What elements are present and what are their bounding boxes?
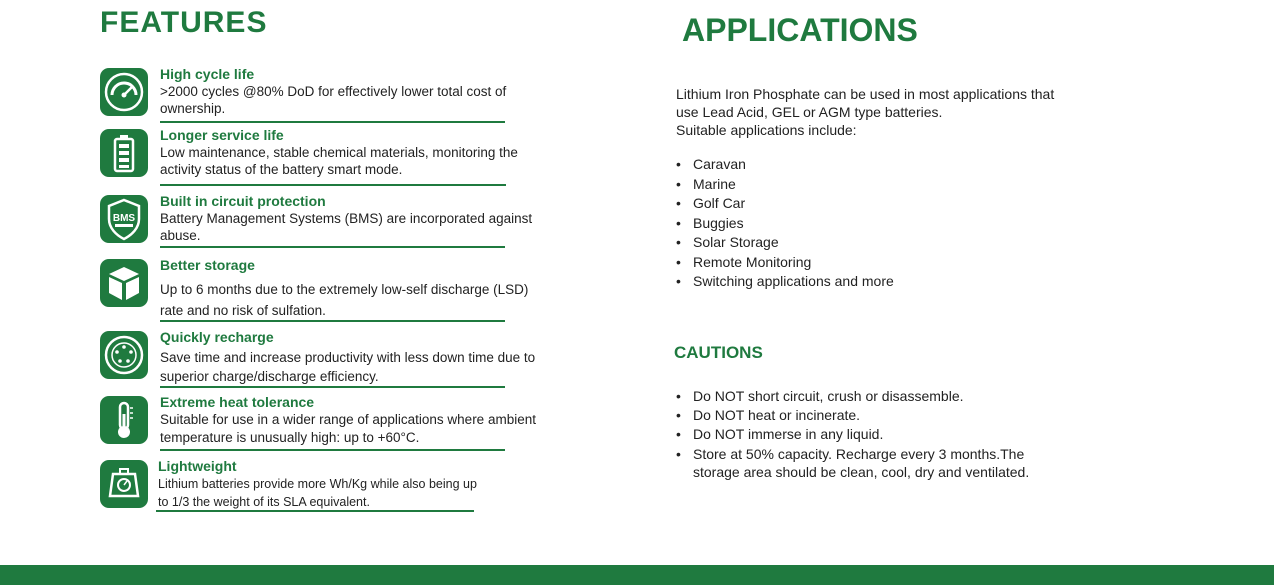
svg-text:BMS: BMS — [112, 213, 136, 224]
applications-title: APPLICATIONS — [682, 12, 918, 48]
applications-subtitle: Suitable applications include: — [676, 122, 857, 138]
feature-desc: Suitable for use in a wider range of applications where ambient temperature is unusually high: up to +60°C. — [160, 412, 536, 445]
gauge-icon — [100, 68, 148, 116]
feature-better-storage — [100, 259, 540, 317]
footer-bar — [0, 565, 1274, 585]
list-item: • Do NOT immerse in any liquid. — [676, 425, 1056, 444]
feature-desc: Save time and increase productivity with less down time due to superior charge/discharge efficiency. — [160, 350, 536, 384]
list-item: • Solar Storage — [676, 233, 894, 253]
list-item: • Remote Monitoring — [676, 253, 894, 273]
feature-title: High cycle life — [160, 66, 255, 82]
cautions-title: CAUTIONS — [674, 343, 763, 362]
divider — [156, 510, 474, 512]
feature-title: Built in circuit protection — [160, 193, 326, 209]
battery-icon — [100, 129, 148, 177]
feature-desc: Low maintenance, stable chemical materials, monitoring the activity status of the battery smart mode. — [160, 145, 518, 177]
feature-circuit-protection — [100, 195, 540, 253]
scale-icon — [100, 460, 148, 508]
divider — [160, 246, 505, 248]
feature-title: Quickly recharge — [160, 329, 274, 345]
feature-high-cycle-life — [100, 68, 540, 126]
cautions-list — [676, 387, 1056, 481]
feature-quickly-recharge — [100, 331, 540, 389]
feature-lightweight — [100, 460, 540, 518]
feature-desc: >2000 cycles @80% DoD for effectively lower total cost of ownership. — [160, 84, 507, 116]
bms-shield-icon — [100, 195, 148, 243]
list-item: • Store at 50% capacity. Recharge every 3 months.The storage area should be clean, cool, dry and ventilated. — [676, 445, 1056, 481]
feature-desc: Lithium batteries provide more Wh/Kg while also being up to 1/3 the weight of its SLA equivalent. — [158, 477, 477, 509]
divider — [160, 184, 506, 186]
applications-intro: Lithium Iron Phosphate can be used in most applications that use Lead Acid, GEL or AGM type batteries. — [676, 86, 1055, 120]
feature-title: Longer service life — [160, 127, 284, 143]
efficiency-icon — [100, 331, 148, 379]
divider — [160, 121, 505, 123]
applications-list — [676, 155, 894, 292]
list-item: • Golf Car — [676, 194, 894, 214]
feature-longer-service-life — [100, 129, 540, 187]
list-item: • Do NOT heat or incinerate. — [676, 406, 1056, 425]
list-item: • Switching applications and more — [676, 272, 894, 292]
list-item: • Buggies — [676, 214, 894, 234]
feature-desc: Battery Management Systems (BMS) are incorporated against abuse. — [160, 211, 533, 243]
features-title: FEATURES — [100, 6, 268, 39]
feature-heat-tolerance — [100, 396, 540, 454]
divider — [160, 320, 505, 322]
feature-title: Lightweight — [158, 458, 237, 474]
list-item: • Caravan — [676, 155, 894, 175]
divider — [160, 449, 505, 451]
divider — [160, 386, 505, 388]
list-item: • Marine — [676, 175, 894, 195]
box-icon — [100, 259, 148, 307]
feature-title: Extreme heat tolerance — [160, 394, 315, 410]
feature-desc: Up to 6 months due to the extremely low-self discharge (LSD) rate and no risk of sulfation. — [160, 282, 529, 318]
feature-title: Better storage — [160, 257, 255, 273]
list-item: • Do NOT short circuit, crush or disassemble. — [676, 387, 1056, 406]
thermometer-icon — [100, 396, 148, 444]
